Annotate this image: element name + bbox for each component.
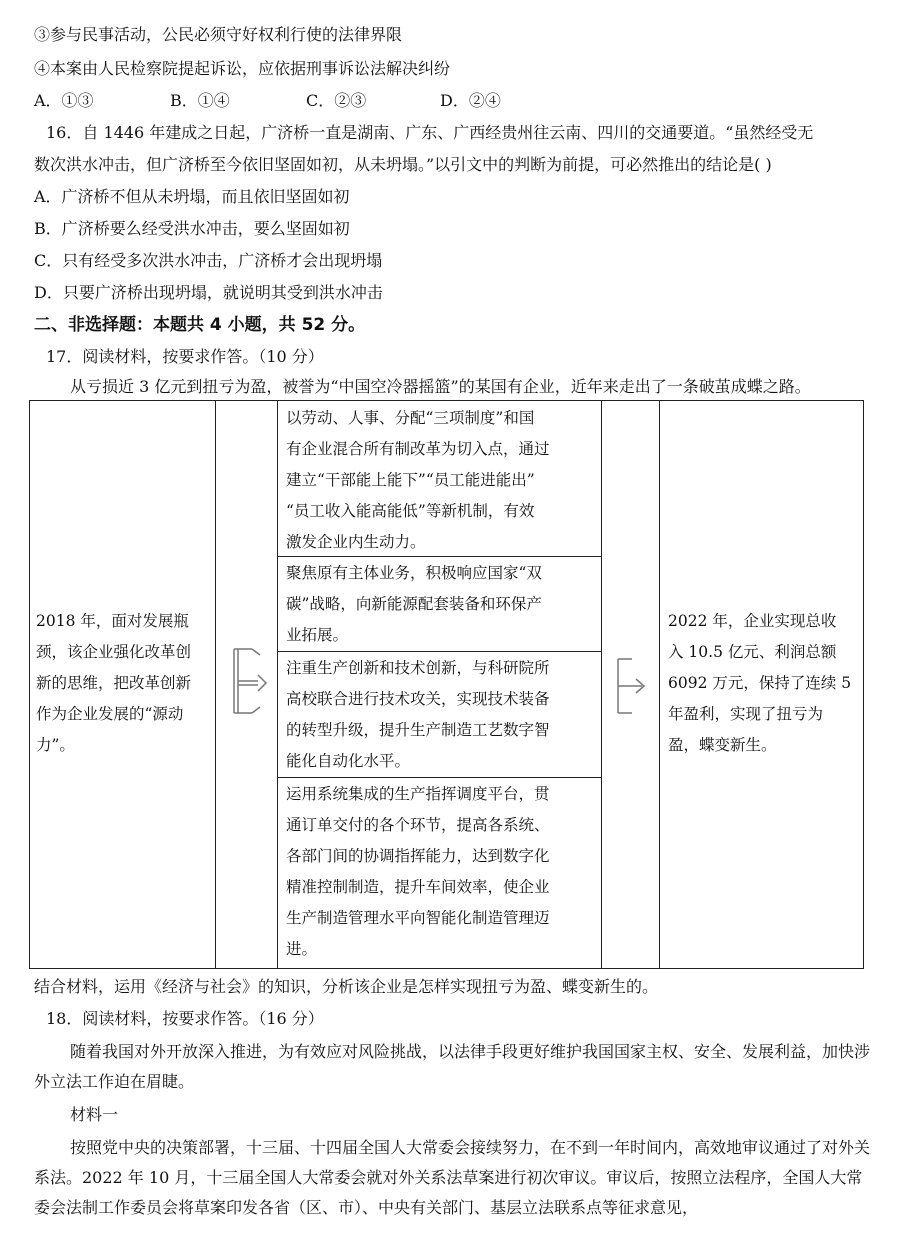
q18-title: 18．阅读材料，按要求作答。（16 分） [46, 1009, 324, 1028]
middle-line: 运用系统集成的生产指挥调度平台，贯 [286, 785, 550, 803]
q16-option-a: A．广济桥不但从未坍塌，而且依旧坚固如初 [34, 187, 350, 206]
flow-left-box [36, 606, 212, 761]
q16-stem-2: 数次洪水冲击，但广济桥至今依旧坚固如初，从未坍塌。”以引文中的判断为前提，可必然推出的结论是( ) [34, 155, 772, 174]
middle-line: 聚焦原有主体业务，积极响应国家“双 [286, 564, 542, 582]
bracket-arrow-icon [220, 641, 274, 721]
divider [659, 401, 660, 968]
divider [277, 651, 601, 652]
middle-line: 进。 [286, 940, 318, 958]
option-3: ③参与民事活动，公民必须守好权利行使的法律界限 [34, 25, 403, 44]
flow-middle-box-1 [286, 403, 596, 558]
q16-stem-1: 16．自 1446 年建成之日起，广济桥一直是湖南、广东、广西经贵州往云南、四川的交通要道。“虽然经受无 [46, 123, 814, 142]
right-line: 6092 万元，保持了连续 5 [668, 674, 852, 692]
middle-line: 有企业混合所有制改革为切入点，通过 [286, 440, 550, 458]
middle-line: 精准控制制造，提升车间效率，使企业 [286, 878, 550, 896]
middle-line: 注重生产创新和技术创新，与科研院所 [286, 659, 550, 677]
middle-line: 高校联合进行技术攻关，实现技术装备 [286, 690, 550, 708]
q17-intro: 从亏损近 3 亿元到扭亏为盈，被誉为“中国空冷器摇篮”的某国有企业，近年来走出了一条破茧成蝶之路。 [70, 377, 811, 396]
left-line: 2018 年，面对发展瓶 [36, 612, 189, 630]
q15-choice-b: B．①④ [170, 91, 230, 110]
q16-option-b: B．广济桥要么经受洪水冲击，要么坚固如初 [34, 219, 350, 238]
material-label: 材料一 [70, 1105, 119, 1124]
middle-line: 碳”战略，向新能源配套装备和环保产 [286, 595, 542, 613]
flow-middle-box-3 [286, 653, 596, 777]
q17-title: 17．阅读材料，按要求作答。（10 分） [46, 347, 324, 366]
right-line: 2022 年，企业实现总收 [668, 612, 837, 630]
q15-choice-a: A．①③ [34, 91, 94, 110]
middle-line: 各部门间的协调指挥能力，达到数字化 [286, 847, 550, 865]
q15-choices [34, 86, 870, 116]
q15-choice-d: D．②④ [440, 91, 501, 110]
divider [277, 401, 278, 968]
q16-option-d: D．只要广济桥出现坍塌，就说明其受到洪水冲击 [34, 283, 383, 302]
q18-intro: 随着我国对外开放深入推进，为有效应对风险挑战，以法律手段更好维护我国国家主权、安全、发展利益，加快涉外立法工作迫在眉睫。 [34, 1042, 871, 1091]
q16-option-c: C．只有经受多次洪水冲击，广济桥才会出现坍塌 [34, 251, 383, 270]
option-4: ④本案由人民检察院提起诉讼，应依据刑事诉讼法解决纠纷 [34, 59, 451, 78]
middle-line: 生产制造管理水平向智能化制造管理迈 [286, 909, 550, 927]
divider [277, 777, 601, 778]
right-line: 入 10.5 亿元、利润总额 [668, 643, 837, 661]
flow-middle-box-4 [286, 779, 596, 965]
q18-material-1: 按照党中央的决策部署，十三届、十四届全国人大常委会接续努力，在不到一年时间内，高效地审议通过了对外关系法。2022 年 10 月，十三届全国人大常委会就对外关系法草案进行初次审议。审议后，按照立法程序，全国人大常委会法制工作委员会将草案印发各省（区、市）、中央有关部门、基层立法联系点等征求意见， [34, 1138, 870, 1217]
flow-middle-box-2 [286, 558, 596, 651]
middle-line: 以劳动、人事、分配“三项制度”和国 [286, 409, 535, 427]
divider [215, 401, 216, 968]
section-heading: 二、非选择题：本题共 4 小题，共 52 分。 [34, 315, 366, 335]
middle-line: 激发企业内生动力。 [286, 533, 426, 551]
bracket-arrow-icon [606, 651, 656, 721]
right-line: 年盈利，实现了扭亏为 [668, 705, 824, 723]
flow-diagram [29, 400, 864, 969]
middle-line: “员工收入能高能低”等新机制，有效 [286, 502, 535, 520]
middle-line: 建立“干部能上能下”“员工能进能出” [286, 471, 535, 489]
middle-line: 业拓展。 [286, 626, 349, 644]
middle-line: 通订单交付的各个环节，提高各系统、 [286, 816, 550, 834]
left-line: 力”。 [36, 736, 75, 754]
q15-choice-c: C．②③ [306, 91, 367, 110]
q17-question: 结合材料，运用《经济与社会》的知识，分析该企业是怎样实现扭亏为盈、蝶变新生的。 [34, 977, 659, 996]
left-line: 新的思维，把改革创新 [36, 674, 192, 692]
flow-right-box [668, 606, 863, 761]
middle-line: 能化自动化水平。 [286, 752, 411, 770]
left-line: 作为企业发展的“源动 [36, 705, 184, 723]
middle-line: 的转型升级，提升生产制造工艺数字智 [286, 721, 550, 739]
right-line: 盈，蝶变新生。 [668, 736, 777, 754]
left-line: 颈，该企业强化改革创 [36, 643, 192, 661]
divider [601, 401, 602, 968]
